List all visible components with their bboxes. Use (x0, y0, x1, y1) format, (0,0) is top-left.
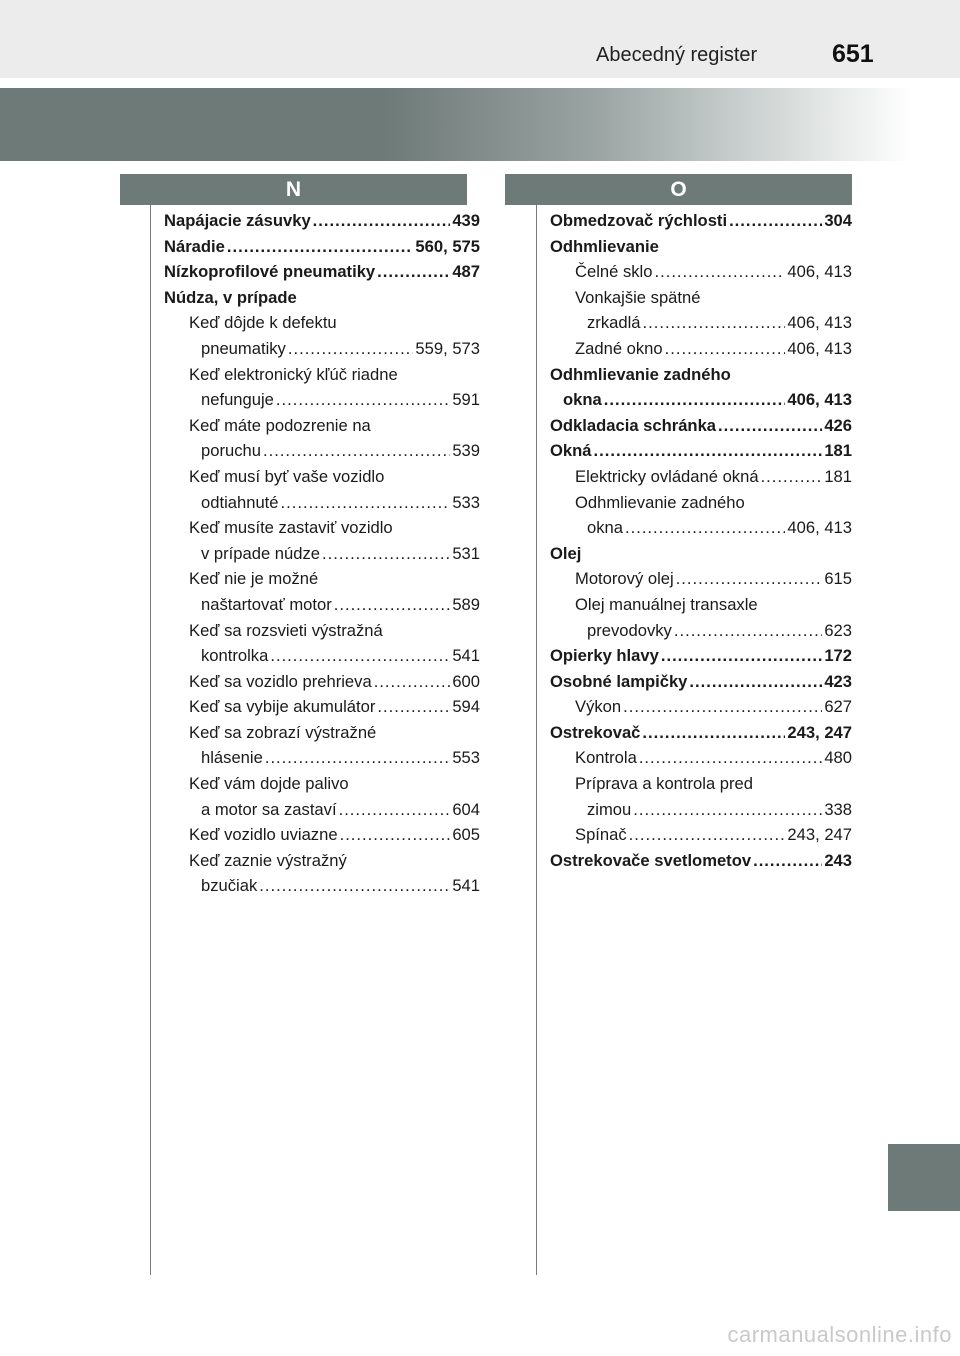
index-entry (164, 285, 480, 311)
index-term: zimou (587, 799, 632, 819)
dot-leader (729, 208, 822, 234)
dot-leader (322, 541, 450, 567)
index-term: Ostrekovače svetlometov (550, 850, 752, 870)
page-reference: 559, 573 (415, 338, 480, 358)
dot-leader (665, 336, 786, 362)
index-entry (550, 208, 852, 234)
index-entry (164, 566, 480, 592)
index-term: Keď vozidlo uviazne (189, 825, 338, 845)
dot-leader (339, 797, 451, 823)
dot-leader (676, 566, 823, 592)
page-reference: 406, 413 (787, 338, 852, 358)
page-reference: 623 (824, 620, 852, 640)
page-reference: 480 (824, 748, 852, 768)
index-term: Kontrola (575, 748, 637, 768)
index-entry (164, 848, 480, 874)
index-entry (550, 822, 852, 848)
index-entry (164, 669, 480, 695)
index-entry (550, 643, 852, 669)
page-reference: 243, 247 (787, 722, 852, 742)
page-reference: 338 (824, 799, 852, 819)
index-term: Vonkajšie spätné (575, 287, 701, 307)
page-reference: 594 (452, 697, 480, 717)
index-entry (164, 362, 480, 388)
index-term: Odhmlievanie zadného (550, 364, 731, 384)
letter-heading-n: N (120, 174, 467, 205)
page-reference: 181 (824, 466, 852, 486)
index-entry (550, 745, 852, 771)
index-term: Keď dôjde k defektu (189, 313, 337, 333)
index-entry (164, 797, 480, 823)
index-entry (550, 336, 852, 362)
index-entry (550, 285, 852, 311)
index-term: okna (587, 518, 623, 538)
page-reference: 604 (452, 799, 480, 819)
index-entry (550, 259, 852, 285)
dot-leader (753, 848, 822, 874)
index-term: Keď zaznie výstražný (189, 850, 347, 870)
page-reference: 243, 247 (787, 825, 852, 845)
index-entry (164, 464, 480, 490)
decorative-banner (0, 88, 960, 161)
letter-heading-o: O (505, 174, 852, 205)
thumb-index-tab (888, 1144, 960, 1211)
page-number: 651 (832, 40, 874, 68)
index-entry (164, 694, 480, 720)
index-entry (164, 490, 480, 516)
index-term: zrkadlá (587, 313, 641, 333)
page-reference: 553 (452, 748, 480, 768)
dot-leader (594, 438, 823, 464)
index-entry (550, 771, 852, 797)
dot-leader (642, 720, 785, 746)
index-entry (550, 618, 852, 644)
index-term: kontrolka (201, 646, 269, 666)
index-term: Keď musíte zastaviť vozidlo (189, 518, 393, 538)
index-entry (164, 541, 480, 567)
watermark: carmanualsonline.info (727, 1322, 952, 1347)
index-entry (164, 592, 480, 618)
page-reference: 426 (824, 415, 852, 435)
index-term: Odhmlievanie zadného (575, 492, 745, 512)
index-term: Ostrekovač (550, 722, 641, 742)
index-term: odtiahnuté (201, 492, 279, 512)
page-reference: 172 (824, 646, 852, 666)
index-term: Zadné okno (575, 338, 663, 358)
index-entry (550, 515, 852, 541)
page-reference: 181 (824, 441, 852, 461)
index-term: Keď elektronický kľúč riadne (189, 364, 398, 384)
column-divider-right (536, 205, 537, 1275)
index-entry (164, 873, 480, 899)
index-term: prevodovky (587, 620, 672, 640)
index-entry (164, 771, 480, 797)
index-entry (164, 336, 480, 362)
index-term: Spínač (575, 825, 627, 845)
index-term: Keď máte podozrenie na (189, 415, 371, 435)
index-entry (164, 387, 480, 413)
dot-leader (313, 208, 451, 234)
index-term: Príprava a kontrola pred (575, 774, 754, 794)
dot-leader (718, 413, 822, 439)
index-entry (550, 720, 852, 746)
index-term: Náradie (164, 236, 225, 256)
index-entry (164, 822, 480, 848)
index-term: Keď nie je možné (189, 569, 319, 589)
section-title: Abecedný register (596, 44, 758, 66)
index-term: v prípade núdze (201, 543, 321, 563)
index-entry (164, 310, 480, 336)
index-entry (550, 234, 852, 260)
page-reference: 533 (452, 492, 480, 512)
index-term: okna (563, 390, 602, 410)
dot-leader (761, 464, 823, 490)
index-term: Obmedzovač rýchlosti (550, 211, 728, 230)
index-entry (164, 515, 480, 541)
dot-leader (629, 822, 786, 848)
index-term: hlásenie (201, 748, 263, 768)
index-term: poruchu (201, 441, 261, 461)
page-reference: 589 (452, 594, 480, 614)
index-entry (550, 413, 852, 439)
index-entry (164, 208, 480, 234)
index-entry (164, 720, 480, 746)
index-entry (164, 643, 480, 669)
dot-leader (276, 387, 450, 413)
page-reference: 541 (452, 646, 480, 666)
index-entry (550, 362, 852, 388)
dot-leader (654, 259, 785, 285)
dot-leader (334, 592, 451, 618)
dot-leader (674, 618, 822, 644)
index-entry (164, 745, 480, 771)
index-term: pneumatiky (201, 338, 286, 358)
index-column-n (164, 208, 480, 899)
dot-leader (639, 745, 823, 771)
index-entry (550, 566, 852, 592)
dot-leader (259, 873, 450, 899)
index-term: Osobné lampičky (550, 671, 688, 691)
index-term: Okná (550, 441, 592, 461)
dot-leader (633, 797, 822, 823)
index-term: Motorový olej (575, 569, 674, 589)
dot-leader (270, 643, 450, 669)
index-entry (164, 413, 480, 439)
index-entry (164, 259, 480, 285)
dot-leader (227, 234, 414, 260)
dot-leader (340, 822, 451, 848)
index-term: Napájacie zásuvky (164, 211, 311, 230)
index-term: Olej manuálnej transaxle (575, 594, 758, 614)
index-entry (164, 438, 480, 464)
dot-leader (377, 694, 450, 720)
dot-leader (263, 438, 450, 464)
index-entry (550, 541, 852, 567)
index-entry (550, 797, 852, 823)
page-reference: 304 (824, 211, 852, 230)
page-reference: 605 (452, 825, 480, 845)
index-entry (550, 592, 852, 618)
dot-leader (689, 669, 822, 695)
index-term: Opierky hlavy (550, 646, 659, 666)
dot-leader (625, 515, 785, 541)
index-term: Odhmlievanie (550, 236, 659, 256)
page-reference: 591 (452, 390, 480, 410)
page-reference: 531 (452, 543, 480, 563)
index-term: Odkladacia schránka (550, 415, 717, 435)
index-term: Keď musí byť vaše vozidlo (189, 466, 385, 486)
index-entry (550, 490, 852, 516)
index-entry (550, 387, 852, 413)
index-entry (550, 464, 852, 490)
index-entry (550, 310, 852, 336)
index-term: Čelné sklo (575, 262, 653, 282)
dot-leader (281, 490, 451, 516)
page-reference: 423 (824, 671, 852, 691)
index-entry (550, 669, 852, 695)
index-term: Núdza, v prípade (164, 287, 297, 307)
page-reference: 406, 413 (787, 518, 852, 538)
page-reference: 560, 575 (415, 236, 480, 256)
index-term: Nízkoprofilové pneumatiky (164, 262, 376, 282)
index-term: Keď sa zobrazí výstražné (189, 722, 377, 742)
dot-leader (288, 336, 414, 362)
dot-leader (661, 643, 822, 669)
page-reference: 406, 413 (787, 313, 852, 333)
dot-leader (377, 259, 450, 285)
page-reference: 487 (452, 262, 480, 282)
index-entry (550, 694, 852, 720)
page-reference: 541 (452, 876, 480, 896)
page-reference: 243 (824, 850, 852, 870)
index-term: bzučiak (201, 876, 258, 896)
index-term: Keď sa vybije akumulátor (189, 697, 376, 717)
page-reference: 406, 413 (787, 390, 852, 410)
dot-leader (265, 745, 450, 771)
index-term: nefunguje (201, 390, 274, 410)
index-term: Olej (550, 543, 582, 563)
dot-leader (623, 694, 822, 720)
index-term: naštartovať motor (201, 594, 332, 614)
page-reference: 615 (824, 569, 852, 589)
index-entry (164, 234, 480, 260)
index-term: Keď sa rozsvieti výstražná (189, 620, 383, 640)
index-entry (550, 848, 852, 874)
index-term: Výkon (575, 697, 622, 717)
dot-leader (643, 310, 786, 336)
page-reference: 439 (452, 211, 480, 230)
index-entry (550, 438, 852, 464)
dot-leader (604, 387, 786, 413)
index-column-o (550, 208, 852, 873)
index-term: a motor sa zastaví (201, 799, 337, 819)
page-reference: 600 (452, 671, 480, 691)
page-header-bar (0, 0, 960, 78)
page-reference: 539 (452, 441, 480, 461)
index-entry (164, 618, 480, 644)
index-term: Elektricky ovládané okná (575, 466, 759, 486)
index-term: Keď sa vozidlo prehrieva (189, 671, 372, 691)
dot-leader (374, 669, 451, 695)
index-term: Keď vám dojde palivo (189, 774, 349, 794)
page-reference: 627 (824, 697, 852, 717)
column-divider-left (150, 205, 151, 1275)
page-reference: 406, 413 (787, 262, 852, 282)
